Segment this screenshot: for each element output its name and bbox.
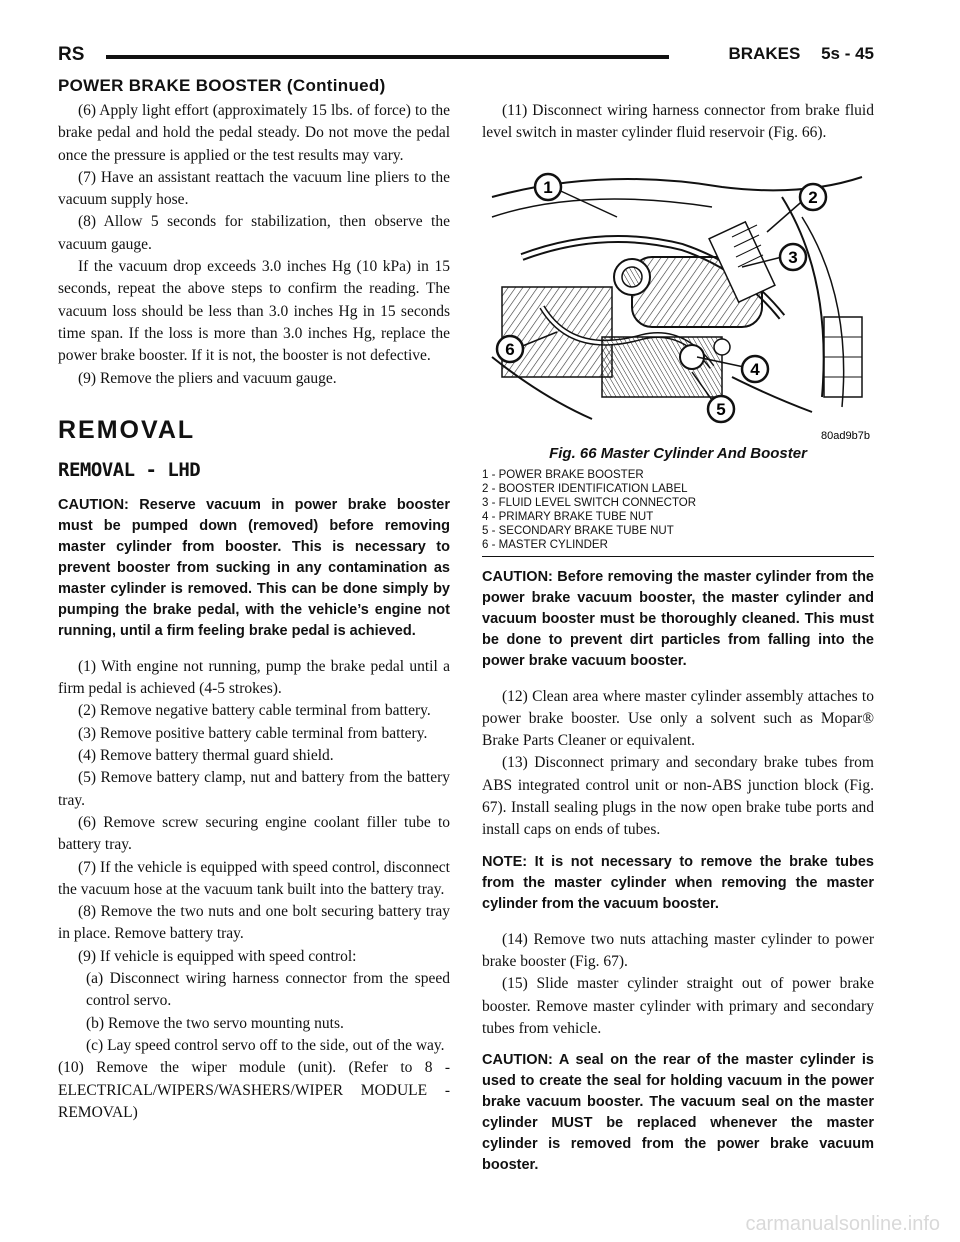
callout-5 — [708, 396, 734, 422]
header-left-label: RS — [58, 44, 85, 65]
removal-substep: (c) Lay speed control servo off to the side, out of the way. — [86, 1036, 445, 1054]
callout-label: 6 — [505, 339, 515, 359]
removal-step: (11) Disconnect wiring harness connector from brake fluid level switch in master cylinder fluid reservoir (Fig. 66). — [482, 102, 874, 142]
removal-step: (1) With engine not running, pump the brake pedal until a firm pedal is achieved (4-5 strokes). — [58, 657, 450, 698]
header-section: BRAKES — [728, 44, 801, 63]
figure-caption: Fig. 66 Master Cylinder And Booster — [549, 444, 807, 462]
figure-legend — [482, 468, 874, 557]
callout-label: 4 — [750, 359, 760, 379]
removal-step: (8) Remove the two nuts and one bolt securing battery tray in place. Remove battery tray. — [58, 903, 450, 943]
removal-step: (13) Disconnect primary and secondary brake tubes from ABS integrated control unit or non-ABS junction block (Fig. 67). Install sealing plugs in the now open brake tube ports and install caps on ends of tubes. — [482, 754, 874, 839]
intro-paragraph: (7) Have an assistant reattach the vacuum line pliers to the vacuum supply hose. — [58, 168, 450, 209]
caution-vacuum-seal: CAUTION: A seal on the rear of the master cylinder is used to create the seal for holding vacuum in the power brake vacuum booster. The vacuum seal on the master cylinder MUST be replaced whenever the master cylinder is removed from the power brake vacuum booster. — [482, 1052, 874, 1174]
right-column — [482, 100, 874, 1190]
removal-step: (7) If the vehicle is equipped with speed control, disconnect the vacuum hose at the vacuum tank built into the battery tray. — [58, 858, 450, 898]
removal-lhd-heading: REMOVAL - LHD — [58, 458, 201, 481]
callout-3 — [780, 244, 806, 270]
removal-step: (4) Remove battery thermal guard shield. — [78, 747, 334, 765]
callout-4 — [742, 356, 768, 382]
intro-paragraph: (8) Allow 5 seconds for stabilization, then observe the vacuum gauge. — [58, 213, 450, 253]
caution-clean-master-cylinder: CAUTION: Before removing the master cylinder from the power brake vacuum booster, the master cylinder and vacuum booster must be thoroughly cleaned. This must be done to prevent dirt particles from falling into the power brake vacuum booster. — [482, 568, 874, 669]
removal-step: (5) Remove battery clamp, nut and battery from the battery tray. — [58, 769, 450, 809]
intro-paragraph: If the vacuum drop exceeds 3.0 inches Hg (10 kPa) in 15 seconds, repeat the above steps to confirm the reading. The vacuum loss should be less than 3.0 inches Hg in 15 seconds time span. If the loss is more than 3.0 inches Hg, replace the power brake booster. If it is not, the booster is not defective. — [58, 258, 450, 365]
legend-item: 6 - MASTER CYLINDER — [482, 538, 608, 551]
legend-item: 1 - POWER BRAKE BOOSTER — [482, 468, 644, 481]
continued-title: POWER BRAKE BOOSTER (Continued) — [58, 76, 386, 95]
intro-paragraph: (9) Remove the pliers and vacuum gauge. — [78, 369, 337, 387]
callout-1 — [535, 174, 561, 200]
callout-6 — [497, 336, 523, 362]
page-header — [58, 44, 874, 72]
removal-step: (6) Remove screw securing engine coolant filler tube to battery tray. — [58, 813, 450, 854]
callout-2 — [800, 184, 826, 210]
header-rule — [106, 55, 669, 59]
header-page-number: 5s - 45 — [821, 44, 874, 63]
removal-heading: REMOVAL — [58, 415, 196, 444]
legend-item: 5 - SECONDARY BRAKE TUBE NUT — [482, 524, 674, 537]
legend-item: 4 - PRIMARY BRAKE TUBE NUT — [482, 510, 654, 523]
removal-substep: (a) Disconnect wiring harness connector from the speed control servo. — [86, 970, 450, 1010]
callout-label: 1 — [543, 177, 553, 197]
removal-step: (10) Remove the wiper module (unit). (Refer to 8 - ELECTRICAL/WIPERS/WASHERS/WIPER MODULE - REMOVAL) — [58, 1059, 450, 1121]
removal-step: (3) Remove positive battery cable terminal from battery. — [78, 724, 428, 742]
header-right — [713, 44, 874, 64]
removal-substep: (b) Remove the two servo mounting nuts. — [86, 1014, 344, 1032]
engine-bay-illustration — [482, 157, 874, 443]
left-column — [58, 100, 450, 1124]
removal-step: (14) Remove two nuts attaching master cylinder to power brake booster (Fig. 67). — [482, 930, 874, 970]
removal-step: (9) If vehicle is equipped with speed control: — [78, 947, 357, 965]
intro-paragraph: (6) Apply light effort (approximately 15 lbs. of force) to the brake pedal and hold the pedal steady. Do not move the pedal once the pressure is applied or the test results may vary. — [58, 102, 450, 164]
callout-label: 2 — [808, 187, 818, 207]
callout-label: 3 — [788, 247, 798, 267]
legend-item: 2 - BOOSTER IDENTIFICATION LABEL — [482, 482, 688, 495]
legend-item: 3 - FLUID LEVEL SWITCH CONNECTOR — [482, 496, 697, 509]
figure-66-illustration — [482, 157, 874, 443]
figure-code: 80ad9b7b — [821, 429, 870, 442]
footer-watermark: carmanualsonline.info — [745, 1213, 940, 1235]
removal-step: (12) Clean area where master cylinder assembly attaches to power brake booster. Use only a solvent such as Mopar® Brake Parts Cleaner or equivalent. — [482, 687, 874, 750]
caution-reserve-vacuum: CAUTION: Reserve vacuum in power brake booster must be pumped down (removed) before removing master cylinder from booster. This is necessary to prevent booster from sucking in any contamination as master cylinder is removed. This can be done simply by pumping the brake pedal, with the vehicle’s engine not running, until a firm feeling brake pedal is achieved. — [58, 496, 450, 639]
removal-step: (2) Remove negative battery cable terminal from battery. — [78, 702, 431, 720]
removal-step: (15) Slide master cylinder straight out of power brake booster. Remove master cylinder with primary and secondary tubes from vehicle. — [482, 975, 874, 1037]
callout-label: 5 — [716, 399, 726, 419]
note-brake-tubes: NOTE: It is not necessary to remove the brake tubes from the master cylinder when removing the master cylinder from the vacuum booster. — [482, 853, 874, 912]
